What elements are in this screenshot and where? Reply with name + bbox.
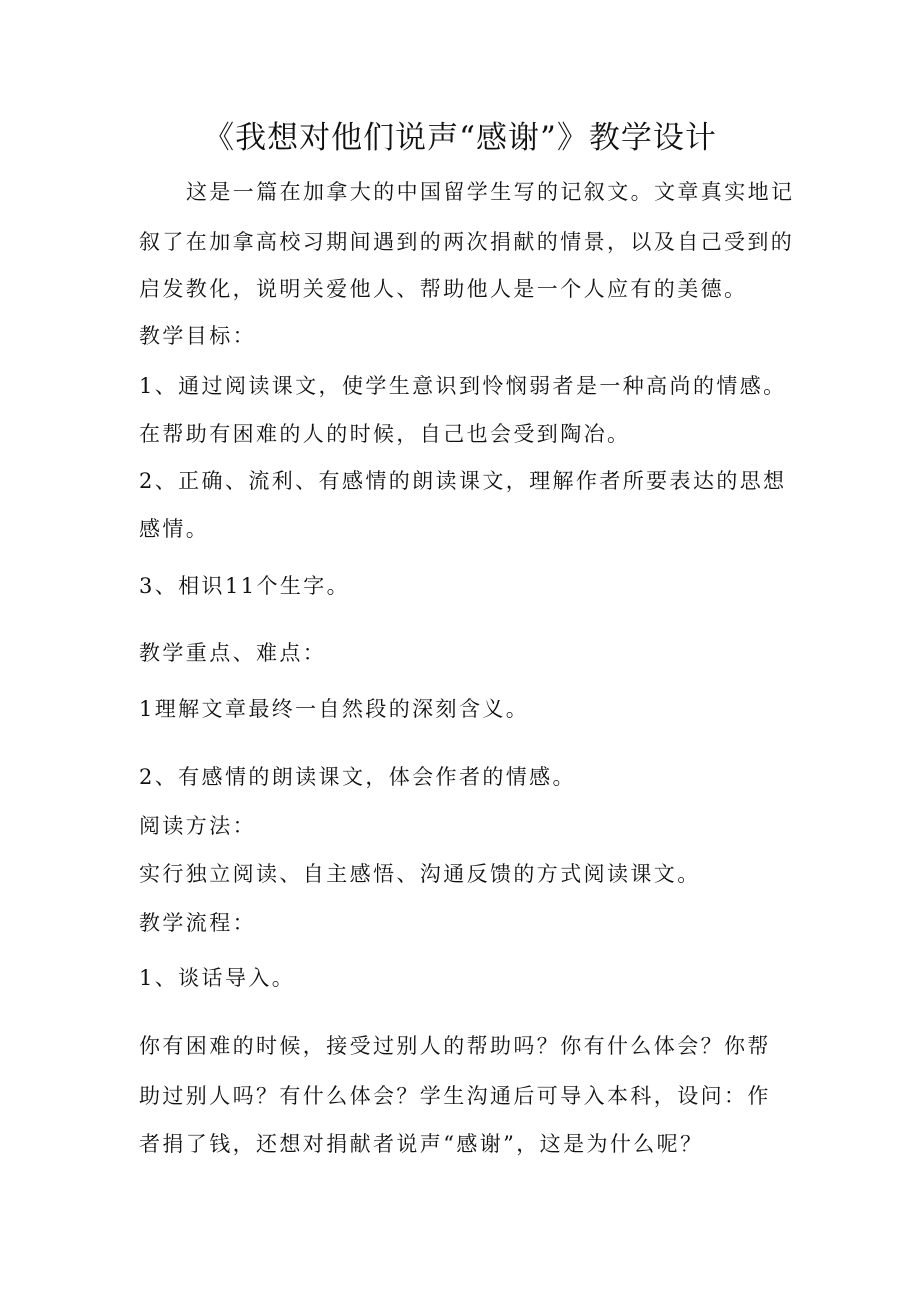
goal-1-line-2: 在帮助有困难的人的时候，自己也会受到陶冶。 [139,422,631,446]
goal-2-line-1: 2、正确、流利、有感情的朗读课文，理解作者所要表达的思想 [139,469,787,493]
method-heading: 阅读方法： [139,814,256,838]
goal-1-line-1: 1、通过阅读课文，使学生意识到怜悯弱者是一种高尚的情感。 [139,374,787,398]
key-point-1: 1理解文章最终一自然段的深刻含义。 [139,697,530,721]
key-points-heading: 教学重点、难点： [139,641,327,665]
step-1-line-2: 助过别人吗？有什么体会？学生沟通后可导入本科，设问：作 [139,1084,771,1108]
intro-line-1: 这是一篇在加拿大的中国留学生写的记叙文。文章真实地记 [186,180,795,204]
goal-3: 3、相识11个生字。 [139,574,351,598]
goal-2-line-2: 感情。 [139,517,210,541]
key-point-2: 2、有感情的朗读课文，体会作者的情感。 [139,765,576,789]
method-text: 实行独立阅读、自主感悟、沟通反馈的方式阅读课文。 [139,862,701,886]
step-1-heading: 1、谈话导入。 [139,966,296,990]
step-1-line-3: 者捐了钱，还想对捐献者说声“感谢”，这是为什么呢？ [139,1132,704,1156]
process-heading: 教学流程： [139,911,256,935]
document-title: 《我想对他们说声“感谢”》教学设计 [203,120,717,156]
intro-line-2: 叙了在加拿高校习期间遇到的两次捐献的情景，以及自己受到的 [139,230,795,254]
step-1-line-1: 你有困难的时候，接受过别人的帮助吗？你有什么体会？你帮 [139,1034,771,1058]
goals-heading: 教学目标： [139,324,256,348]
intro-line-3: 启发教化，说明关爱他人、帮助他人是一个人应有的美德。 [139,277,748,301]
